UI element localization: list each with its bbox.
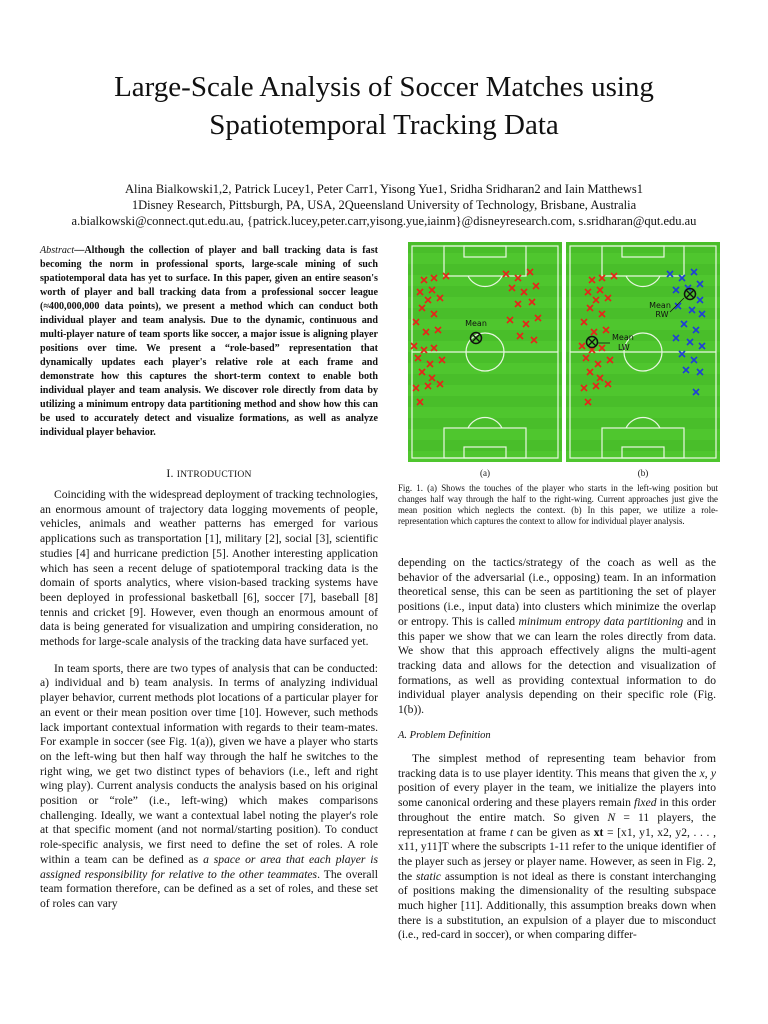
subfigure-label-b: (b): [637, 468, 649, 478]
figure-1a-pitch: [408, 242, 562, 462]
text-run: In team sports, there are two types of analysis that can be conducted: a) individual and b) team analysis. In terms of analyzing individual player behavior, current methods plot locations of a particular player for an event or their mean position over time [10]. However, such methods lack important contextual information with regards to their team-mates. For example in soccer (see Fig. 1(a)), given we have a player who starts on the left-wing but then half way through the half he switches to the right wing, we get two distinct types of behaviors (i.e., left and right wing play). Current analysis conducts the analysis based on his original position or “role” (i.e., left-wing) which makes comparisons challenging. Ideally, we want a contextual label noting the player's role at that specific moment (and not normal/starting position). To conduct role-specific analysis, we first need to define the set of roles. A role within a team can be defined as: [40, 661, 378, 866]
text-run: can be given as: [513, 825, 594, 839]
pitch-stripe: [408, 242, 562, 253]
pitch-stripe: [566, 374, 720, 385]
right-column-body-1: [398, 556, 716, 718]
figure-1b-pitch: [566, 242, 720, 462]
author-emails: a.bialkowski@connect.qut.edu.au, {patrick.lucey,peter.carr,yisong.yue,iainm}@disneyresearch.com, s.sridharan@qut.edu.au: [71, 214, 697, 228]
text-run: assumption is not ideal as there is constant interchanging of positions making the dimensionality of the resulting subspace much higher [11]. Additionally, this assumption breaks down when there is a substitution, an expulsion of a player due to misconduct (i.e., red-card in soccer), or when comparing differ-: [398, 869, 716, 942]
abstract-label: Abstract: [40, 245, 75, 256]
text-run: in this order throughout the entire match. So given: [398, 796, 716, 824]
pitch-stripe: [408, 396, 562, 407]
subfigure-label-a: (a): [480, 468, 490, 478]
pitch-stripe: [408, 264, 562, 275]
text-run-italic: minimum entropy data partitioning: [518, 614, 684, 628]
math-run: t: [509, 825, 514, 839]
text-run: = [x1, y1, x2, y2, . . . , x11, y11]T where the subscripts 1-11 refer to the unique identifier of the player such as jersey or player name. However, as seen in Fig. 2, the: [398, 825, 716, 883]
text-run-italic: a space or area that each player is assigned responsibility for relative to the other teammates: [40, 852, 378, 881]
math-run: x, y: [699, 766, 716, 780]
abstract-text: —Although the collection of player and ball tracking data is fast becoming the norm in professional sports, large-scale mining of such spatiotemporal data has yet to surface. In this paper, given an entire season's worth of player and ball tracking data from a professional soccer league (≈400,000,000 data points), we present a method which can conduct both individual player and team analysis. Due to the dynamic, continuous and multi-player nature of team sports like soccer, a major issue is aligning player positions over time. We present a “role-based” representation that dynamically updates each player's relative role at each frame and demonstrate how this captures the short-term context to enable both individual player and team analysis. We discover role directly from data by utilizing a minimum entropy data partitioning method and show how this can be used to accurately detect and visualize formations, as well as analyze individual player behavior.: [40, 245, 378, 438]
abstract: [40, 244, 378, 440]
section-number: I.: [166, 466, 174, 480]
text-run: depending on the tactics/strategy of the coach as well as the behavior of the adversarial (i.e., opposing) team. In an information theoretical sense, this can be seen as partitioning the set of player positions (i.e., input data) into clusters which minimize the overlap or entropy. This is called: [398, 556, 716, 628]
pitch-stripe: [566, 242, 720, 253]
pitch-stripe: [408, 418, 562, 429]
left-column-body: [40, 488, 378, 912]
mean-lw-label-2: LW: [618, 343, 630, 352]
mean-rw-label: Mean: [649, 301, 671, 310]
section-heading: [40, 466, 378, 481]
math-run: N: [607, 810, 616, 824]
text-run: position of every player in the team, we initialize the players into some canonical ordering and these players remain: [398, 781, 716, 810]
paragraph: Coinciding with the widespread deployment of tracking technologies, an enormous amount of trajectory data logging movements of people, vehicles, animals and weather patterns has emerged for various applications such as transportation [1], military [2], social [3], scientific studies [4] and hurricane prediction [5]. Another interesting application which has seen a recent deluge of spatiotemporal tracking data is the domain of sports analytics, where vision-based tracking systems have been deployed in professional basketball [6], soccer [7], baseball [8] tennis and cricket [9]. However, even though an enormous amount of data is being generated for visualization and umpiring consideration, no methods for large-scale analysis of the tracking data have surfaced yet.: [40, 488, 378, 649]
author-block: [30, 181, 738, 229]
mean-label: Mean: [465, 319, 487, 328]
subsection-heading: A. Problem Definition: [398, 730, 491, 741]
pitch-stripe: [566, 440, 720, 451]
pitch-stripe: [408, 330, 562, 341]
paragraph: [398, 752, 716, 943]
text-run: and in this paper we show that we can learn the roles directly from data. We show that this approach effectively aligns the multi-agent tracking data and allows for the detection and visualization of formations, as well as providing contextual information to do individual player analysis depending on their specific role (Fig. 1(b)).: [398, 614, 716, 717]
pitch-stripe: [408, 440, 562, 451]
math-run: xt: [593, 825, 604, 839]
author-names: Alina Bialkowski1,2, Patrick Lucey1, Peter Carr1, Yisong Yue1, Sridha Sridharan2 and Iain Matthews1: [124, 182, 644, 196]
paragraph: [398, 556, 716, 718]
mean-rw-label-2: RW: [655, 310, 669, 319]
paragraph: [40, 662, 378, 912]
text-run: The simplest method of representing team behavior from tracking data is to use player identity. This means that given the: [398, 752, 716, 780]
text-run: = 11 players, the representation at frame: [398, 810, 716, 839]
figure-caption: Fig. 1. (a) Shows the touches of the player who starts in the left-wing position but changes half way through the half to the right-wing. Current approaches just give the mean position which neglects the context. (b) In this paper, we utilize a role-representation which captures the context to allow for individual player analysis.: [398, 483, 718, 526]
text-run-italic: static: [415, 869, 442, 883]
mean-lw-label: Mean: [612, 333, 634, 342]
text-run-italic: fixed: [633, 796, 657, 810]
text-run: . The overall team formation therefore, can be defined as a set of roles, and these set of roles can vary: [40, 867, 378, 910]
author-affiliations: 1Disney Research, Pittsburgh, PA, USA, 2Queensland University of Technology, Brisbane, Australia: [131, 198, 637, 212]
right-column-body-2: [398, 752, 716, 943]
section-title: INTRODUCTION: [176, 469, 252, 480]
pitch-stripe: [566, 418, 720, 429]
paper-title: Large-Scale Analysis of Soccer Matches using Spatiotemporal Tracking Data: [114, 71, 654, 141]
pitch-stripe: [408, 352, 562, 363]
